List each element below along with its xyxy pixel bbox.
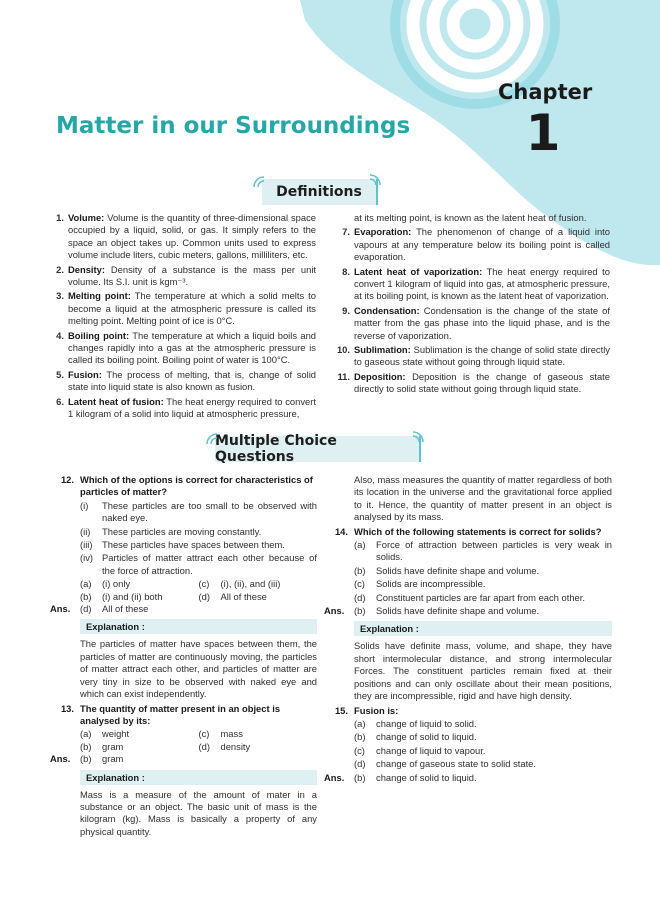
option-item: (a) weight (80, 728, 130, 740)
mcq-right-column (324, 474, 612, 788)
option-item: (d) Constituent particles are far apart from each other. (354, 591, 585, 603)
statement-item: (iv) Particles of matter attract each other because of the force of attraction. (80, 552, 317, 576)
chapter-title: Matter in our Surroundings (56, 113, 411, 139)
definition-item: 7. Evaporation: The phenomenon of change of a liquid into vapours at any temperature below its boiling point is called evaporation. (342, 226, 610, 263)
option-item: (c) mass (198, 728, 243, 740)
options-grid (50, 578, 317, 603)
explanation-text-continued: Also, mass measures the quantity of matter regardless of both its location in the universe and the gravitational force applied to it. Hence, the quantity of matter present in an object is analysed by its mass. (354, 474, 612, 523)
option-item: (d) All of these (198, 590, 267, 602)
mcq-left-column (50, 474, 317, 840)
explanation-label: Explanation : (354, 621, 612, 636)
definitions-heading-text: Definitions (276, 184, 362, 200)
swirl-center (466, 15, 484, 33)
heading-arc-right-icon (368, 171, 384, 187)
option-item: (b) change of solid to liquid. (354, 731, 477, 743)
option-item: (c) Solids are incompressible. (354, 578, 486, 590)
definition-item: 10. Sublimation: Sublimation is the change of solid state directly to gaseous state without going through liquid state. (336, 344, 610, 368)
question-13: 13. The quantity of matter present in an object is analysed by its: (60, 702, 281, 726)
mcq-heading (215, 433, 421, 465)
question-14: 14. Which of the following statements is correct for solids? (334, 525, 602, 537)
option-item: (c) change of liquid to vapour. (354, 744, 486, 756)
statement-item: (ii) These particles are moving constantly. (80, 525, 262, 537)
option-item: (d) density (198, 740, 251, 752)
definition-item: 1. Volume: Volume is the quantity of three-dimensional space occupied by a liquid, solid, or gas. It simply refers to the space an object takes up. Common units used to express volume include liters, cubic meters, gallons, milliliters, etc. (56, 212, 316, 261)
option-item: (b) gram (80, 740, 124, 752)
answer-line: Ans. (b) gram (50, 753, 124, 765)
definition-item: 8. Latent heat of vaporization: The heat energy required to convert 1 kilogram of liquid into gas, at atmospheric pressure, at its boiling point, is known as the latent heat of vaporization. (342, 265, 611, 302)
option-item: (a) change of liquid to solid. (354, 717, 477, 729)
explanation-text: The particles of matter have spaces between them, the particles of matter are continuously moving, the particles of matter attract each other, and particles of matter are very tiny in size to be observed with naked eye and which can exist independently. (80, 638, 317, 700)
definition-item: 9. Condensation: Condensation is the change of the state of matter from the gas phase into the liquid phase, and is the reverse of vaporization. (342, 304, 610, 341)
statement-item: (i) These particles are too small to be observed with naked eye. (80, 499, 317, 524)
definitions-heading (262, 179, 378, 205)
definition-continued: at its melting point, is known as the latent heat of fusion. (354, 212, 587, 223)
mcq-heading-text: Multiple Choice Questions (215, 433, 337, 465)
explanation-label: Explanation : (80, 770, 317, 785)
question-15: 15. Fusion is: (334, 704, 399, 716)
option-item: (c) (i), (ii), and (iii) (198, 578, 281, 590)
answer-line: Ans. (d) All of these (50, 603, 149, 615)
definition-item: 4. Boiling point: The temperature at which a liquid boils and changes rapidly into a gas at the atmospheric pressure is called its boiling point. Boiling point of water is 100°C. (56, 329, 316, 366)
definitions-right-column (332, 212, 610, 398)
definition-item: 2. Density: Density of a substance is the mass per unit volume. Its S.I. unit is kgm⁻³. (56, 263, 317, 288)
definition-item: 6. Latent heat of fusion: The heat energy required to convert 1 kilogram of a solid into liquid at atmospheric pressure, (56, 395, 316, 420)
explanation-label: Explanation : (80, 619, 317, 634)
definition-item: 5. Fusion: The process of melting, that is, change of solid state into liquid state is also known as fusion. (56, 368, 316, 393)
statement-item: (iii) These particles have spaces between them. (80, 539, 285, 551)
option-item: (b) Solids have definite shape and volume. (354, 564, 540, 576)
options-grid (50, 728, 317, 753)
question-12: 12. Which of the options is correct for characteristics of particles of matter? (60, 474, 313, 498)
definition-item: 3. Melting point: The temperature at which a solid melts to become a liquid at the atmospheric pressure is called its melting point. Melting point of ice is 0°C. (56, 290, 316, 327)
answer-line: Ans. (b) Solids have definite shape and volume. (324, 605, 540, 617)
option-item: (b) (i) and (ii) both (80, 590, 163, 602)
chapter-label: Chapter (498, 80, 593, 104)
option-item: (a) (i) only (80, 578, 131, 590)
heading-arc-left-icon (252, 173, 268, 189)
heading-arc-right-icon (411, 428, 427, 444)
explanation-text: Solids have definite mass, volume, and shape, they have short intermolecular distance, and strong intermolecular Forces. The constituent particles remain fixed at their positions and can only oscillate about their mean positions, they are incompressible, rigid and have high density. (354, 640, 612, 702)
option-item: (d) change of gaseous state to solid state. (354, 758, 537, 770)
definition-item: 11. Deposition: Deposition is the change of gaseous state directly to solid state without going through liquid state. (337, 370, 611, 395)
option-item: (a) Force of attraction between particles is very weak in solids. (354, 539, 612, 563)
definitions-left-column (46, 212, 316, 423)
answer-line: Ans. (b) change of solid to liquid. (324, 771, 477, 783)
chapter-number: 1 (525, 104, 561, 162)
heading-arc-left-icon (205, 430, 221, 446)
explanation-text: Mass is a measure of the amount of mater in a substance or an object. The basic unit of mass is the kilogram (kg). Mass is basically a property of any physical quantity. (80, 788, 317, 837)
